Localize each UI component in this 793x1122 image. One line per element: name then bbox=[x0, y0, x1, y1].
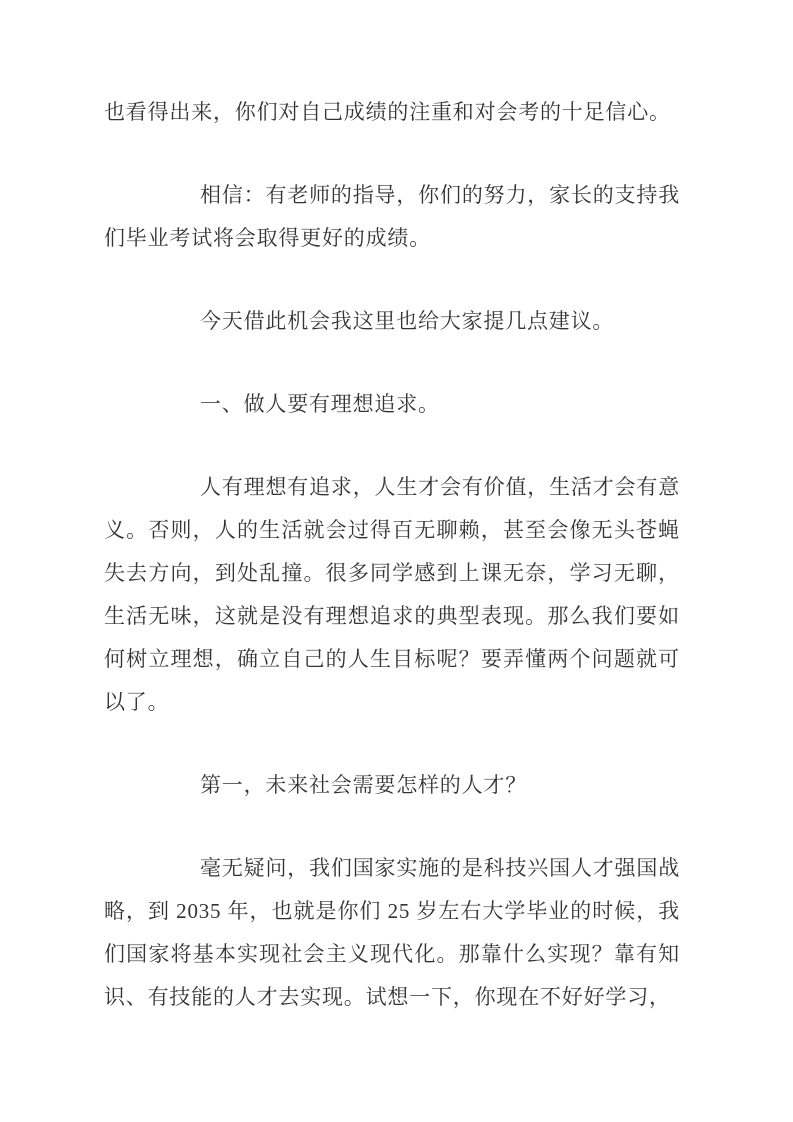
paragraph: 今天借此机会我这里也给大家提几点建议。 bbox=[200, 309, 615, 333]
paragraph: 毫无疑问，我们国家实施的是科技兴国人才强国战略，到 2035 年，也就是你们 25 岁左右大学毕业的时候，我们国家将基本实现社会主义现代化。那靠什么实现？靠有知识、有技能的人才去实现。试想一下，你现在不好好学习， bbox=[104, 856, 680, 1009]
paragraph: 也看得出来，你们对自己成绩的注重和对会考的十足信心。 bbox=[104, 100, 671, 124]
document-content bbox=[104, 91, 680, 1059]
paragraph: 相信：有老师的指导，你们的努力，家长的支持我们毕业考试将会取得更好的成绩。 bbox=[104, 183, 680, 250]
paragraph: 人有理想有追求，人生才会有价值，生活才会有意义。否则，人的生活就会过得百无聊赖，甚至会像无头苍蝇失去方向，到处乱撞。很多同学感到上课无奈，学习无聊，生活无味，这就是没有理想追求的典型表现。那么我们要如何树立理想，确立自己的人生目标呢？要弄懂两个问题就可以了。 bbox=[104, 475, 680, 714]
paragraph: 第一，未来社会需要怎样的人才？ bbox=[200, 773, 527, 797]
paragraph: 一、做人要有理想追求。 bbox=[200, 392, 440, 416]
